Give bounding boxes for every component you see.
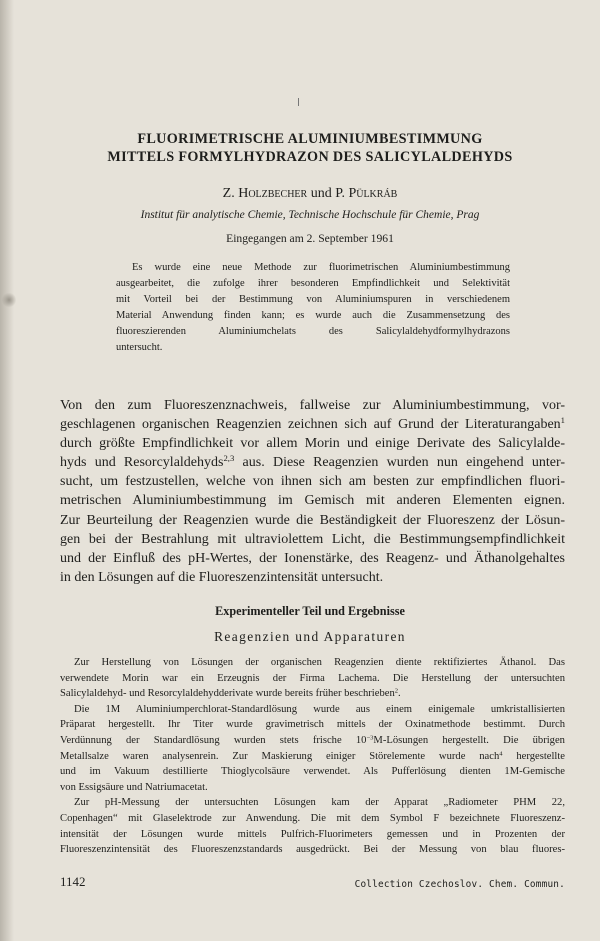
abstract-line: fluoreszierenden Aluminiumchelats des Salicylaldehydformylhydrazons (116, 325, 510, 337)
body-line: verwendete Morin war ein Erzeugnis der Firma Lachema. Die Herstellung der untersuchten (60, 672, 565, 684)
abstract-line: Es wurde eine neue Methode zur fluorimetrischen Aluminiumbestimmung (132, 262, 510, 273)
page-edge-shadow (0, 0, 14, 941)
authors-conjunction: und (310, 186, 332, 201)
title-line-1: FLUORIMETRISCHE ALUMINIUMBESTIMMUNG (137, 131, 483, 147)
citation-ref: 2,3 (223, 453, 235, 464)
body-line-text: . (398, 688, 401, 700)
body-line-text: hergestellte (502, 750, 565, 762)
body-line: Copenhagen“ mit Glaselektrode zur Anwendung. Die mit dem Symbol F bezeichnete Fluoreszenz- (60, 812, 565, 824)
body-line: Die 1M Aluminiumperchlorat-Standardlösung wurde aus einem einigemale umkristallisierten (74, 703, 565, 715)
intro-line: und der Einfluß des pH-Wertes, der Ionenstärke, des Reagenz- und Äthanolgehaltes (60, 550, 565, 566)
body-line-text: Verdünnung der Standardlösung wurden stets frische 10 (60, 734, 367, 746)
body-line: intensität der Lösungen wurde mittels Pulfrich-Fluorimeters gemessen und in Prozenten der (60, 828, 565, 840)
section-heading: Experimenteller Teil und Ergebnisse (215, 604, 405, 618)
body-line: Zur pH-Messung der untersuchten Lösungen kam der Apparat „Radiometer PHM 22, (74, 797, 565, 809)
body-line: Präparat hergestellt. Ihr Titer wurde gravimetrisch mittels der Oxinatmethode bestimmt. Durch (60, 719, 565, 731)
intro-line-text: aus. Diese Reagenzien wurden nun eingehend unter- (234, 455, 566, 471)
intro-line: gen bei der Bestrahlung mit ultraviolettem Licht, die Bestimmungsempfindlichkeit (60, 531, 565, 547)
citation-ref: 2 (394, 687, 399, 695)
author-2-name: Pülkráb (348, 186, 398, 201)
body-line (60, 749, 565, 765)
intro-line (60, 453, 565, 472)
author-2-initial: P. (335, 186, 345, 201)
body-line: und im Vakuum destillierte Thioglycolsäure verwendet. Als Pufferlösung dienten 1M-Gemische (60, 766, 565, 778)
body-line-text: Metallsalze waren analysenrein. Zur Maskierung einiger Störelemente wurde nach (60, 750, 500, 762)
page-number: 1142 (60, 874, 86, 889)
article-title (60, 131, 560, 166)
intro-line: Zur Beurteilung der Reagenzien wurde die Beständigkeit der Fluoreszenz der Lösun- (60, 512, 565, 528)
intro-line: durch größte Empfindlichkeit vor allem Morin und einige Derivate des Salicylalde- (60, 436, 565, 452)
abstract (116, 260, 510, 355)
intro-line: Von den zum Fluoreszenznachweis, fallweise zur Aluminiumbestimmung, vor- (60, 398, 565, 413)
body-line-text: Salicylaldehyd- und Resorcylaldehydderivate wurde bereits früher beschrieben (60, 688, 395, 700)
journal-name: Collection Czechoslov. Chem. Commun. (354, 879, 565, 890)
abstract-line: mit Vorteil bei der Bestimmung von Aluminiumspuren in verschiedenem (116, 293, 510, 305)
body-line: Fluoreszenzintensität des Fluoreszenzstandards ausgedrückt. Bei der Messung von blau fluores- (60, 844, 565, 856)
body-line: Zur Herstellung von Lösungen der organischen Reagenzien diente rektifiziertes Äthanol. Das (74, 657, 565, 668)
body-text (60, 655, 565, 858)
body-line: von Essigsäure und Natriumacetat. (60, 781, 208, 793)
intro-line (60, 415, 565, 434)
scan-mark (298, 98, 299, 106)
author-1-name: Holzbecher (238, 186, 308, 201)
intro-line: in den Lösungen auf die Fluoreszenzintensität untersucht. (60, 569, 384, 585)
abstract-line: Material Anwendung finden kann; es wurde auch die Zusammensetzung des (116, 309, 510, 321)
intro-line-text: geschlagenen organischen Reagenzien zeichnen sich auf Grund der Literaturangaben (60, 417, 561, 433)
body-line (60, 733, 565, 749)
title-line-2: MITTELS FORMYLHYDRAZON DES SALICYLALDEHYDS (107, 148, 513, 165)
exponent: −3 (366, 734, 374, 742)
author-1-initial: Z. (222, 186, 235, 201)
body-line-text: M-Lösungen hergestellt. Die übrigen (373, 734, 565, 746)
citation-ref: 4 (499, 749, 503, 757)
received-date: Eingegangen am 2. September 1961 (226, 232, 394, 245)
body-line (60, 686, 565, 702)
subsection-heading: Reagenzien und Apparaturen (214, 629, 406, 644)
abstract-line: untersucht. (116, 341, 163, 353)
intro-paragraph (60, 396, 565, 587)
intro-line: metrischen Aluminiumbestimmung im Gemisch mit anderen Elementen eignen. (60, 493, 565, 509)
authors (60, 186, 560, 202)
abstract-line: ausgearbeitet, die zufolge ihrer besonderen Empfindlichkeit und Selektivität (116, 277, 510, 289)
affiliation: Institut für analytische Chemie, Technische Hochschule für Chemie, Prag (140, 209, 480, 221)
citation-ref: 1 (560, 415, 565, 426)
intro-line-text: hyds und Resorcylaldehyds (60, 455, 224, 471)
paper-stain (2, 292, 16, 308)
intro-line: sucht, um festzustellen, welche von ihnen sich am besten zur empfindlichen fluori- (60, 474, 565, 490)
